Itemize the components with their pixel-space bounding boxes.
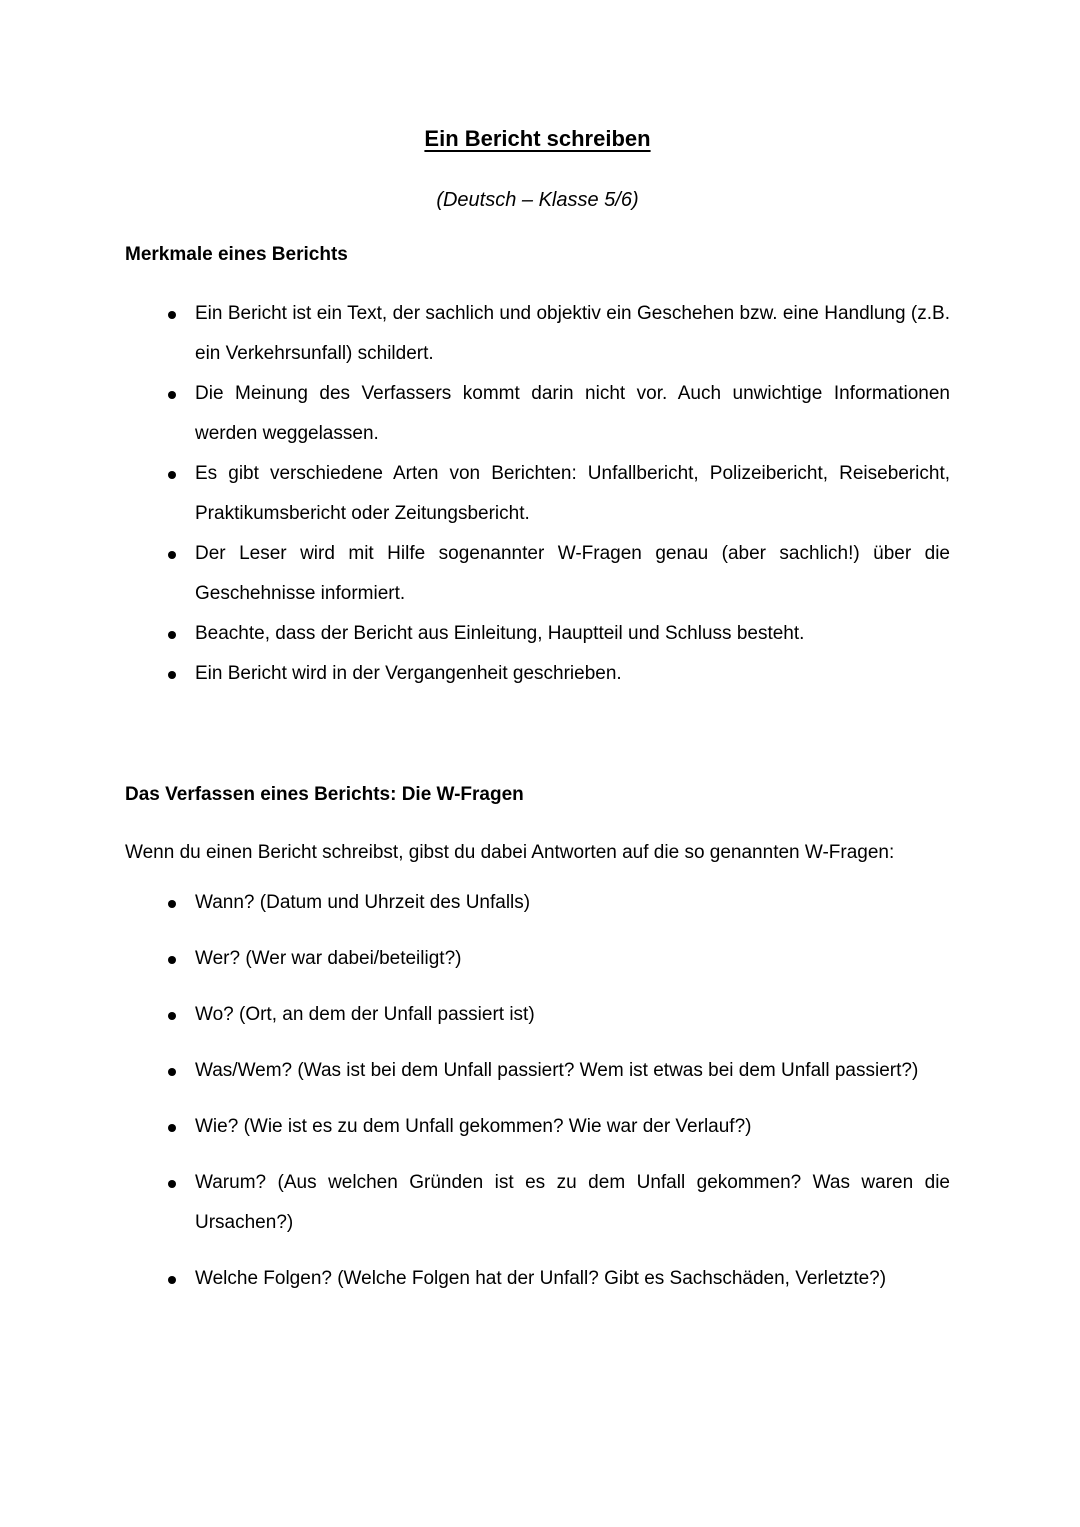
list-item-text: Wo? (Ort, an dem der Unfall passiert ist) <box>195 1004 535 1025</box>
list-item <box>195 454 950 534</box>
document-subtitle: (Deutsch – Klasse 5/6) <box>436 189 639 211</box>
list-item <box>195 1163 950 1243</box>
bullet-icon <box>168 1012 176 1020</box>
bullet-icon <box>168 1180 176 1188</box>
bullet-icon <box>168 671 176 679</box>
list-item-text: Welche Folgen? (Welche Folgen hat der Unfall? Gibt es Sachschäden, Verletzte?) <box>195 1268 887 1289</box>
merkmale-bullet-list <box>125 294 950 694</box>
list-item-text: Warum? (Aus welchen Gründen ist es zu dem Unfall gekommen? Was waren die Ursachen?) <box>195 1172 950 1233</box>
list-item <box>195 614 950 654</box>
list-item <box>195 374 950 454</box>
list-item-text: Ein Bericht wird in der Vergangenheit geschrieben. <box>195 663 622 684</box>
list-item <box>195 534 950 614</box>
list-item-text: Beachte, dass der Bericht aus Einleitung, Hauptteil und Schluss besteht. <box>195 623 805 644</box>
bullet-icon <box>168 551 176 559</box>
list-item <box>195 294 950 374</box>
list-item <box>195 1259 950 1299</box>
list-item-text: Wann? (Datum und Uhrzeit des Unfalls) <box>195 892 531 913</box>
document-title <box>125 124 950 154</box>
section-heading-merkmale: Merkmale eines Berichts <box>125 244 348 265</box>
list-item <box>195 883 950 923</box>
bullet-icon <box>168 1124 176 1132</box>
list-item-text: Was/Wem? (Was ist bei dem Unfall passiert? Wem ist etwas bei dem Unfall passiert?) <box>195 1060 919 1081</box>
bullet-icon <box>168 1276 176 1284</box>
document-title-text: Ein Bericht schreiben <box>424 126 651 151</box>
bullet-icon <box>168 631 176 639</box>
wfragen-intro-paragraph: Wenn du einen Bericht schreibst, gibst du dabei Antworten auf die so genannten W-Fragen: <box>125 842 895 863</box>
bullet-icon <box>168 956 176 964</box>
list-item-text: Der Leser wird mit Hilfe sogenannter W-Fragen genau (aber sachlich!) über die Geschehnisse informiert. <box>195 543 950 604</box>
list-item-text: Wer? (Wer war dabei/beteiligt?) <box>195 948 462 969</box>
bullet-icon <box>168 1068 176 1076</box>
list-item-text: Wie? (Wie ist es zu dem Unfall gekommen? Wie war der Verlauf?) <box>195 1116 752 1137</box>
list-item <box>195 939 950 979</box>
list-item-text: Die Meinung des Verfassers kommt darin nicht vor. Auch unwichtige Informationen werden weggelassen. <box>195 383 950 444</box>
list-item-text: Ein Bericht ist ein Text, der sachlich und objektiv ein Geschehen bzw. eine Handlung (z.B. ein Verkehrsunfall) schildert. <box>195 303 950 364</box>
list-item <box>195 1051 950 1091</box>
bullet-icon <box>168 391 176 399</box>
list-item <box>195 654 950 694</box>
list-item <box>195 1107 950 1147</box>
wfragen-bullet-list <box>125 883 950 1299</box>
bullet-icon <box>168 471 176 479</box>
section-heading-wfragen: Das Verfassen eines Berichts: Die W-Fragen <box>125 784 524 805</box>
list-item <box>195 995 950 1035</box>
list-item-text: Es gibt verschiedene Arten von Berichten: Unfallbericht, Polizeibericht, Reisebericht, Praktikumsbericht oder Zeitungsbericht. <box>195 463 950 524</box>
bullet-icon <box>168 311 176 319</box>
bullet-icon <box>168 900 176 908</box>
